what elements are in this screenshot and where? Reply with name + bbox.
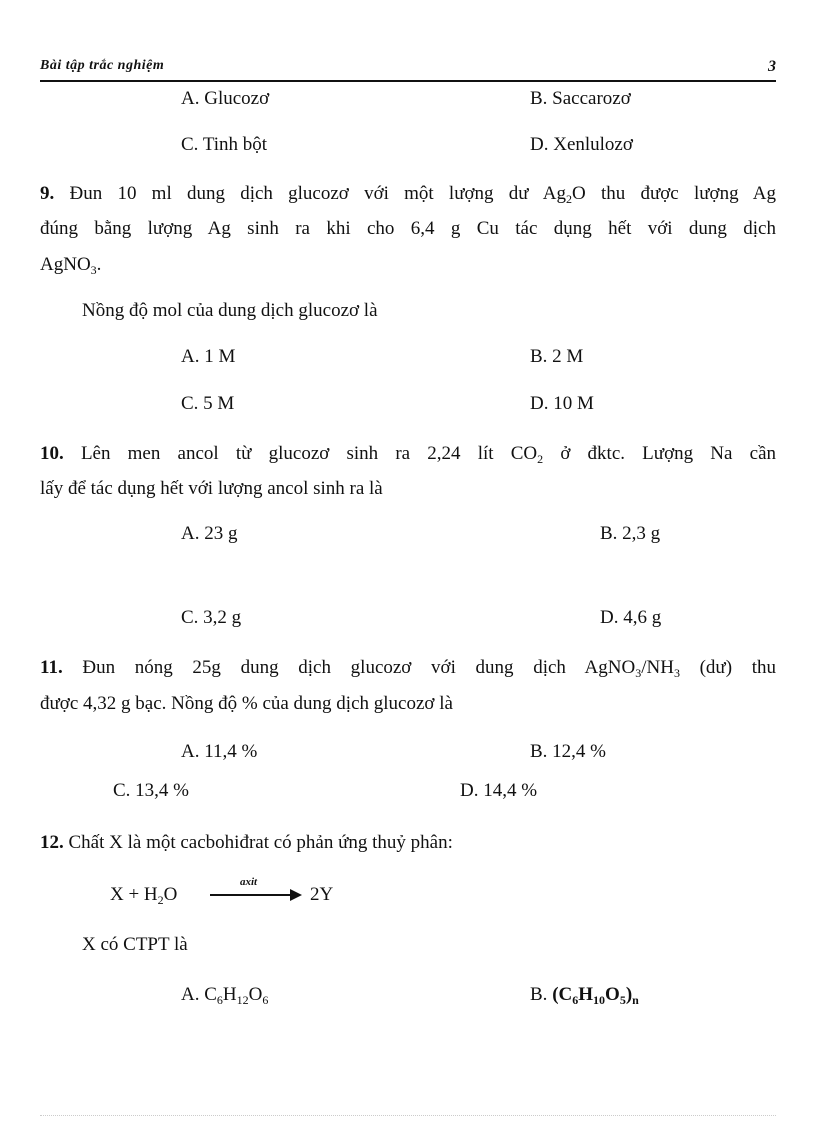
q9-text-1: Đun 10 ml dung dịch glucozơ với một lượng dư Ag [69,183,566,204]
eq-sub: 2 [157,893,164,907]
q11-option-b: B. 12,4 % [530,741,606,762]
q9-number: 9. [40,183,55,204]
q12-option-b [530,984,639,1006]
q12-a-c: A. C [181,984,217,1005]
q8-option-a: A. Glucozơ [181,88,270,109]
page-number: 3 [768,58,776,75]
q11-option-d: D. 14,4 % [460,780,538,801]
q12-b-sub-2: 10 [593,993,606,1007]
q11-text-1: Đun nóng 25g dung dịch glucozơ với dung dịch AgNO [82,657,636,678]
q12-a-sub-3: 6 [262,993,269,1007]
q10-option-c: C. 3,2 g [181,607,242,628]
q12-b-sub-3: 5 [619,993,626,1007]
reaction-arrow [210,876,302,910]
q11-text-1-end: (dư) thu [699,657,777,678]
q10-sub-1: 2 [537,452,544,466]
q12-a-sub-1: 6 [216,993,223,1007]
q12-b-formula [552,984,639,1005]
q10-option-b: B. 2,3 g [600,523,661,544]
q9-line-1 [40,180,776,208]
eq-left-text: X + H [110,884,158,905]
q8-option-d: D. Xenlulozơ [530,134,633,155]
q11-text-1-mid: /NH [641,657,674,678]
q12-text-1: Chất X là một cacbohiđrat có phản ứng thuỷ phân: [68,832,453,853]
q11-sub-2: 3 [673,666,680,680]
q8-option-c: C. Tinh bột [181,134,268,155]
q10-option-a: A. 23 g [181,523,238,544]
q12-a-o: O [248,984,263,1005]
q12-a-sub-2: 12 [236,993,249,1007]
bottom-rule [40,1115,776,1116]
q12-number: 12. [40,832,64,853]
q12-b-sub-n: n [632,993,639,1007]
q9-question: Nồng độ mol của dung dịch glucozơ là [82,300,378,321]
q9-line-3 [40,251,776,279]
q12-b-c: (C [552,984,573,1005]
q11-option-c: C. 13,4 % [113,780,189,801]
q11-line-2: được 4,32 g bạc. Nồng độ % của dung dịch glucozơ là [40,693,453,714]
reaction-condition: axit [240,876,258,888]
q9-sub-1: 2 [565,192,572,206]
page-header [40,58,776,82]
q11-line-1 [40,654,776,682]
q9-option-b: B. 2 M [530,346,584,367]
q12-line-1 [40,829,776,857]
q10-option-d: D. 4,6 g [600,607,662,628]
q12-b-h: H [578,984,594,1005]
q10-text-1: Lên men ancol từ glucozơ sinh ra 2,24 lít CO [80,443,538,464]
q12-b-close: ) [625,984,633,1005]
q10-number: 10. [40,443,64,464]
q9-option-d: D. 10 M [530,393,594,414]
equation-left [110,884,177,906]
q11-option-a: A. 11,4 % [181,741,258,762]
q9-sub-3: 3 [90,263,97,277]
q11-number: 11. [40,657,63,678]
q9-text-1-end: O thu được lượng Ag [571,183,776,204]
q9-option-c: C. 5 M [181,393,235,414]
q12-b-label: B. [530,984,548,1005]
q8-option-b: B. Saccarozơ [530,88,631,109]
q12-a-h: H [222,984,237,1005]
header-title: Bài tập trắc nghiệm [40,58,165,73]
q12-b-sub-1: 6 [572,993,579,1007]
eq-o: O [163,884,178,905]
q12-option-a [181,984,268,1006]
q10-text-1-end: ở đktc. Lượng Na cần [560,443,777,464]
q10-line-2: lấy để tác dụng hết với lượng ancol sinh ra là [40,478,383,499]
q9-option-a: A. 1 M [181,346,236,367]
q9-line-2: đúng bằng lượng Ag sinh ra khi cho 6,4 g Cu tác dụng hết với dung dịch [40,218,776,239]
q9-text-3: AgNO [40,254,91,275]
q10-line-1 [40,440,776,468]
q12-b-o: O [605,984,620,1005]
equation-right: 2Y [310,884,334,905]
q12-question: X có CTPT là [82,934,188,955]
q9-text-3-end: . [96,254,102,275]
q11-sub-1: 3 [635,666,642,680]
